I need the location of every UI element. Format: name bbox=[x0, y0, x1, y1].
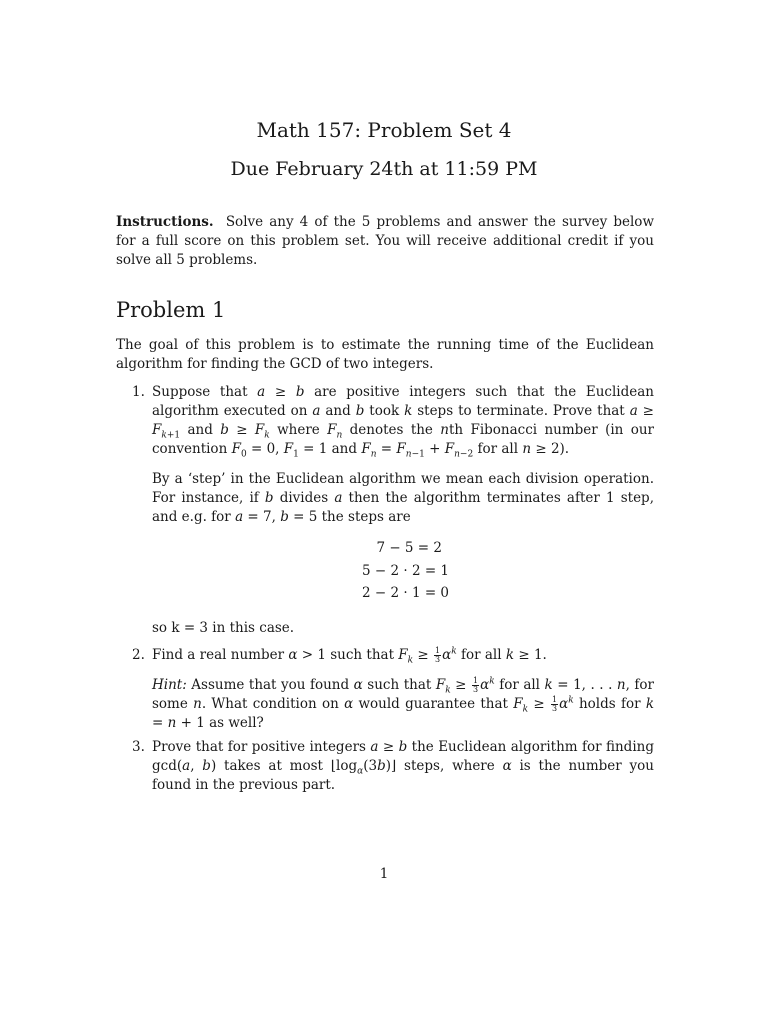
problem-item-2 bbox=[116, 646, 654, 733]
due-date: Due February 24th at 11:59 PM bbox=[230, 158, 538, 180]
item-number: 1. bbox=[132, 384, 145, 400]
fraction: $\frac{1}{3}$ bbox=[473, 676, 479, 694]
instructions-label: Instructions. bbox=[116, 214, 214, 230]
page-number: 1 bbox=[379, 866, 389, 882]
example-followup: so k = 3 in this case. bbox=[152, 620, 295, 636]
equation-line: 7 − 5 = 2 bbox=[376, 540, 442, 556]
fraction: $\frac{1}{3}$ bbox=[551, 695, 558, 713]
item-number: 3. bbox=[132, 739, 145, 755]
item-2-statement: Find a real number α > 1 such that $F_k$ ≥ $\frac{1}{3}$ $\alpha^k$ for all k ≥ 1. bbox=[152, 646, 547, 666]
problem-heading: Problem 1 bbox=[116, 298, 226, 322]
document-title: Math 157: Problem Set 4 bbox=[256, 118, 512, 142]
equation-line: 5 − 2 · 2 = 1 bbox=[362, 562, 450, 579]
equation-line: 2 − 2 · 1 = 0 bbox=[362, 585, 450, 601]
item-1-statement: Suppose that a ≥ b are positive integers such that the Euclidean algorithm executed on a and b took k steps to terminate. Prove that $a \ge F_{k+1}$ and $b \ge F_k$ where $F_n$ denotes the nth Fibonacci number (in our convention $F_0 = 0$, $F_1 = 1$ and $F_n = F_{n-1} + F_{n-2}$ for all n ≥ 2). bbox=[152, 384, 654, 460]
problem-intro: The goal of this problem is to estimate the running time of the Euclidean algorithm for finding the GCD of two integers. bbox=[116, 337, 654, 372]
problem-item-3 bbox=[116, 738, 654, 795]
problem-item-1 bbox=[116, 383, 654, 527]
item-number: 2. bbox=[132, 647, 145, 663]
item-3-statement: Prove that for positive integers a ≥ b the Euclidean algorithm for finding gcd(a, b) takes at most $⌊\log_\alpha(3b)⌋$ steps, where α is the number you found in the previous part. bbox=[152, 739, 654, 793]
example-equations bbox=[362, 537, 450, 605]
item-1-step-definition: By a ‘step’ in the Euclidean algorithm we mean each division operation. For instance, if b divides a then the algorithm terminates after 1 step, and e.g. for a = 7, b = 5 the steps are bbox=[152, 471, 654, 525]
hint-label: Hint: bbox=[152, 677, 187, 693]
instructions-text: Solve any 4 of the 5 problems and answer the survey below for a full score on this problem set. You will receive additional credit if you solve all 5 problems. bbox=[116, 214, 654, 268]
fraction: $\frac{1}{3}$ bbox=[435, 646, 441, 664]
item-2-hint: Hint: Assume that you found α such that $F_k$ ≥ $\frac{1}{3}$ $\alpha^k$ for all k = 1, . . . n, for some n. What condition on α would guarantee that $F_k$ ≥ $\frac{1}{3}$ $\alpha^k$ holds for k = n + 1 as well? bbox=[152, 676, 655, 731]
instructions-paragraph bbox=[116, 213, 654, 270]
